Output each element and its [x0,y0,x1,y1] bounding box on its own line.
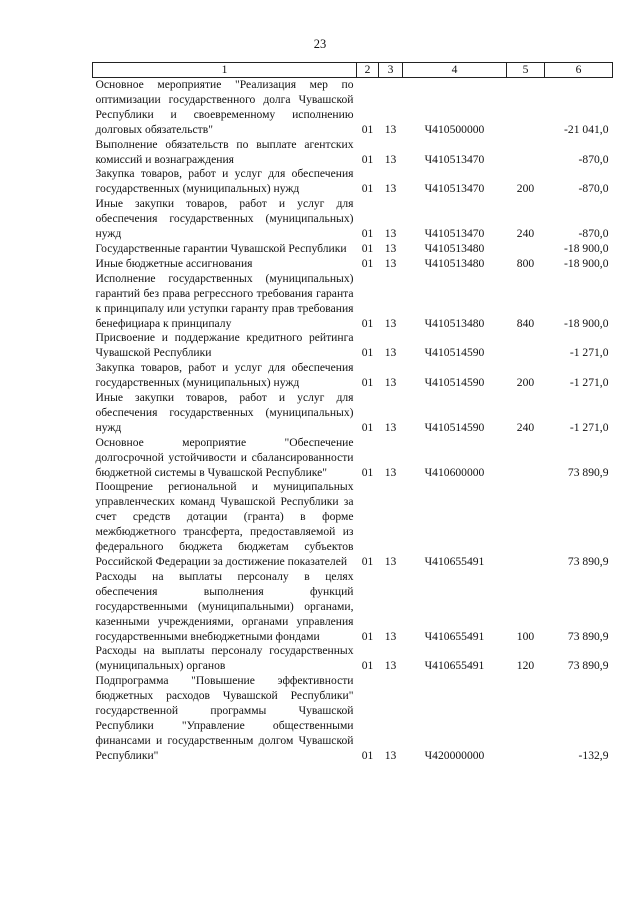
row-expense-type: 240 [516,420,535,434]
row-amount: -1 271,0 [569,346,609,360]
table-row [93,167,613,197]
table-row [93,272,613,332]
row-amount: -18 900,0 [564,256,609,270]
row-description: Закупка товаров, работ и услуг для обеспечения государственных (муниципальных) нужд [95,167,354,196]
row-subsection: 13 [384,346,397,360]
row-subsection: 13 [384,241,397,255]
row-expense-type: 200 [516,182,535,196]
row-description: Поощрение региональной и муниципальных управленческих команд Чувашской Республики за счет средств дотации (гранта) в форме межбюджетного трансферта, предоставляемой из федерального бюджета бюджетам субъектов Российской Федерации за достижение показателей [95,480,354,568]
row-target-code: Ч410513480 [424,241,485,255]
row-description: Закупка товаров, работ и услуг для обеспечения государственных (муниципальных) нужд [95,361,354,390]
row-description: Расходы на выплаты персоналу в целях обеспечения выполнения функций государственными (муниципальными) органами, казенными учреждениями, органами управления государственными внебюджетными фондами [95,569,354,643]
row-amount: 73 890,9 [567,465,609,479]
row-target-code: Ч410600000 [424,465,485,479]
table-row [93,436,613,481]
row-description: Подпрограмма "Повышение эффективности бюджетных расходов Чувашской Республики" государственной программы Чувашской Республики "Управление общественными финансами и государственным долгом Чувашской Республики" [95,674,354,762]
row-expense-type: 200 [516,376,535,390]
row-description: Основное мероприятие "Обеспечение долгосрочной устойчивости и сбалансированности бюджетной системы в Чувашской Республике" [95,435,354,479]
row-expense-type [507,242,545,257]
row-subsection: 13 [384,629,397,643]
row-amount: -18 900,0 [564,241,609,255]
row-description: Присвоение и поддержание кредитного рейтинга Чувашской Республики [95,331,354,360]
row-amount: -870,0 [578,182,609,196]
row-section: 01 [361,122,374,136]
row-target-code: Ч410655491 [424,629,485,643]
page-number: 23 [313,37,327,51]
header-col-1: 1 [93,63,357,78]
row-target-code: Ч410655491 [424,555,485,568]
row-expense-type [507,674,545,763]
row-section: 01 [361,316,374,330]
row-description: Иные закупки товаров, работ и услуг для обеспечения государственных (муниципальных) нужд [95,197,354,241]
row-section: 01 [361,376,374,390]
row-subsection: 13 [384,316,397,330]
row-expense-type: 240 [516,227,535,241]
row-section: 01 [361,152,374,166]
table-row [93,361,613,391]
row-target-code: Ч410513470 [424,152,485,166]
row-subsection: 13 [384,420,397,434]
table-row [93,78,613,138]
row-description: Расходы на выплаты персоналу государственных (муниципальных) органов [95,644,354,673]
table-row [93,480,613,569]
row-section: 01 [361,346,374,360]
row-section: 01 [361,555,374,568]
row-subsection: 13 [384,659,397,673]
row-amount: -132,9 [578,748,609,762]
row-target-code: Ч410513480 [424,256,485,270]
row-target-code: Ч410514590 [424,420,485,434]
row-target-code: Ч420000000 [424,748,485,762]
row-description: Основное мероприятие "Реализация мер по оптимизации государственного долга Чувашской Республики и своевременному исполнению долговых обязательств" [95,78,354,136]
row-target-code: Ч410513470 [424,182,485,196]
row-amount: -870,0 [578,152,609,166]
row-subsection: 13 [384,555,397,568]
row-amount: 73 890,9 [567,629,609,643]
row-subsection: 13 [384,122,397,136]
table-row [93,570,613,645]
row-expense-type: 840 [516,316,535,330]
header-col-6: 6 [545,63,613,78]
row-section: 01 [361,748,374,762]
row-expense-type [507,138,545,168]
row-target-code: Ч410655491 [424,659,485,673]
row-subsection: 13 [384,152,397,166]
row-expense-type [507,436,545,481]
table-row [93,391,613,436]
row-expense-type [507,331,545,361]
header-row [93,63,613,78]
table-row [93,257,613,272]
row-description: Исполнение государственных (муниципальных) гарантий без права регрессного требования гаранта к принципалу или уступки гаранту прав требования бенефициара к принципалу [95,271,354,330]
row-target-code: Ч410514590 [424,346,485,360]
row-section: 01 [361,256,374,270]
header-col-4: 4 [403,63,507,78]
row-target-code: Ч410500000 [424,122,485,136]
row-section: 01 [361,629,374,643]
row-subsection: 13 [384,748,397,762]
row-amount: -18 900,0 [564,316,609,330]
table-row [93,674,613,763]
row-subsection: 13 [384,182,397,196]
row-expense-type: 800 [516,256,535,270]
row-description: Государственные гарантии Чувашской Республики [95,241,347,255]
row-subsection: 13 [384,465,397,479]
header-col-3: 3 [379,63,403,78]
row-section: 01 [361,241,374,255]
row-subsection: 13 [384,227,397,241]
row-section: 01 [361,465,374,479]
row-section: 01 [361,227,374,241]
row-target-code: Ч410513480 [424,316,485,330]
budget-table [92,62,613,764]
table-row [93,644,613,674]
table-row [93,242,613,257]
row-amount: -1 271,0 [569,420,609,434]
row-description: Иные бюджетные ассигнования [95,256,253,270]
row-expense-type [507,78,545,138]
row-target-code: Ч410513470 [424,227,485,241]
row-expense-type: 100 [516,629,535,643]
row-section: 01 [361,659,374,673]
row-amount: 73 890,9 [567,555,609,568]
row-amount: -870,0 [578,227,609,241]
header-col-5: 5 [507,63,545,78]
row-amount: -21 041,0 [564,122,609,136]
row-amount: 73 890,9 [567,659,609,673]
row-subsection: 13 [384,376,397,390]
row-section: 01 [361,420,374,434]
row-description: Иные закупки товаров, работ и услуг для обеспечения государственных (муниципальных) нужд [95,391,354,434]
table-row [93,138,613,168]
row-expense-type [507,480,545,569]
row-expense-type: 120 [516,659,535,673]
table-row [93,197,613,242]
row-section: 01 [361,182,374,196]
row-amount: -1 271,0 [569,376,609,390]
header-col-2: 2 [357,63,379,78]
table-row [93,331,613,361]
row-subsection: 13 [384,256,397,270]
row-target-code: Ч410514590 [424,376,485,390]
row-description: Выполнение обязательств по выплате агентских комиссий и вознаграждения [95,137,354,166]
